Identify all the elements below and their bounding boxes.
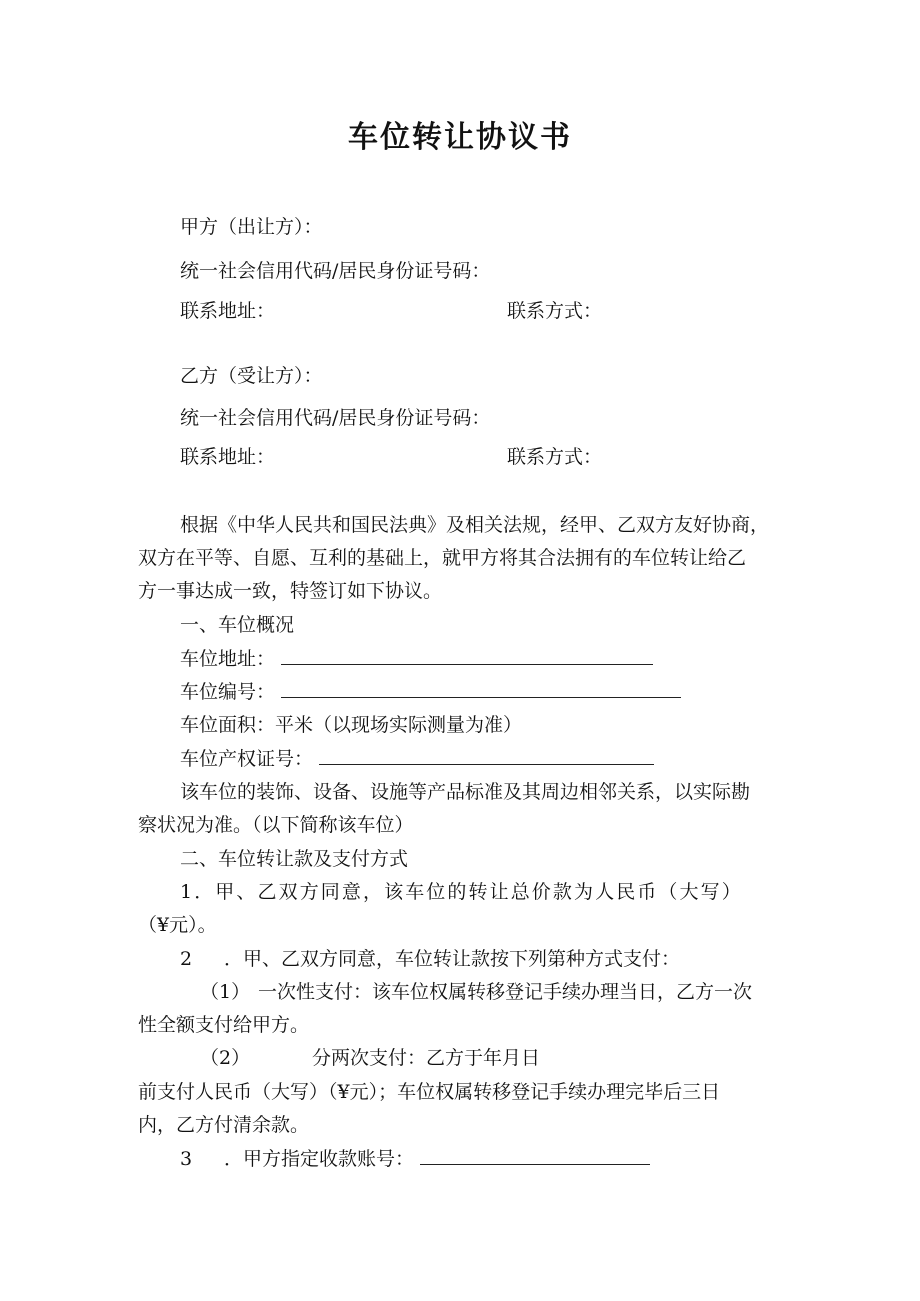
option1-num: （1） xyxy=(200,981,251,1003)
document-title: 车位转让协议书 xyxy=(348,120,572,155)
parking-address-row xyxy=(180,647,653,671)
section2-heading: 二、车位转让款及支付方式 xyxy=(180,848,409,870)
party-b-name-label: 乙方（受让方）： xyxy=(180,365,323,387)
parking-address-blank xyxy=(281,648,653,665)
party-a-name-label: 甲方（出让方）： xyxy=(180,216,323,238)
option1-text: 一次性支付：该车位权属转移登记手续办理当日，乙方一次 xyxy=(258,981,753,1003)
parking-cert-row xyxy=(180,747,654,771)
section2-item2-num: 2 xyxy=(180,948,193,970)
parking-number-label: 车位编号： xyxy=(180,681,276,703)
parking-number-row xyxy=(180,680,681,704)
party-a-contact-label: 联系方式： xyxy=(507,300,603,322)
section2-item3-num: 3 xyxy=(180,1148,193,1170)
section1-note-line-1: 该车位的装饰、设备、设施等产品标准及其周边相邻关系，以实际勘 xyxy=(180,781,751,803)
party-a-id-label: 统一社会信用代码/居民身份证号码： xyxy=(180,260,491,282)
party-a-address-label: 联系地址： xyxy=(180,300,276,322)
party-b-contact-label: 联系方式： xyxy=(507,446,603,468)
option2-line-2: 前支付人民币（大写）（¥元）；车位权属转移登记手续办理完毕后三日 xyxy=(138,1081,721,1103)
party-b-id-label: 统一社会信用代码/居民身份证号码： xyxy=(180,407,491,429)
intro-line-2: 双方在平等、自愿、互利的基础上，就甲方将其合法拥有的车位转让给乙 xyxy=(138,547,747,569)
parking-cert-blank xyxy=(319,748,654,765)
option2-line-3: 内，乙方付清余款。 xyxy=(138,1114,310,1136)
parking-cert-label: 车位产权证号： xyxy=(180,748,314,770)
section2-item3-text: ．甲方指定收款账号： xyxy=(224,1148,415,1170)
parking-address-label: 车位地址： xyxy=(180,648,276,670)
section2-item3-row xyxy=(224,1147,650,1171)
section2-item2-text: ．甲、乙双方同意，车位转让款按下列第种方式支付： xyxy=(224,948,681,970)
parking-area-label: 车位面积：平米（以现场实际测量为准） xyxy=(180,714,523,736)
section1-heading: 一、车位概况 xyxy=(180,614,295,636)
option1-line-2: 性全额支付给甲方。 xyxy=(138,1014,310,1036)
section1-note-line-2: 察状况为准。（以下简称该车位） xyxy=(138,814,414,836)
option2-num: （2） xyxy=(200,1047,251,1069)
intro-line-3: 方一事达成一致，特签订如下协议。 xyxy=(138,580,443,602)
bank-account-blank xyxy=(420,1148,650,1165)
section2-item1-line-2: （¥元）。 xyxy=(138,914,217,936)
option2-text: 分两次支付：乙方于年月日 xyxy=(312,1047,541,1069)
party-b-address-label: 联系地址： xyxy=(180,446,276,468)
section2-item1-line-1: 1．甲、乙双方同意，该车位的转让总价款为人民币（大写） xyxy=(180,881,743,903)
intro-line-1: 根据《中华人民共和国民法典》及相关法规，经甲、乙双方友好协商， xyxy=(180,514,770,536)
parking-number-blank xyxy=(281,681,681,698)
